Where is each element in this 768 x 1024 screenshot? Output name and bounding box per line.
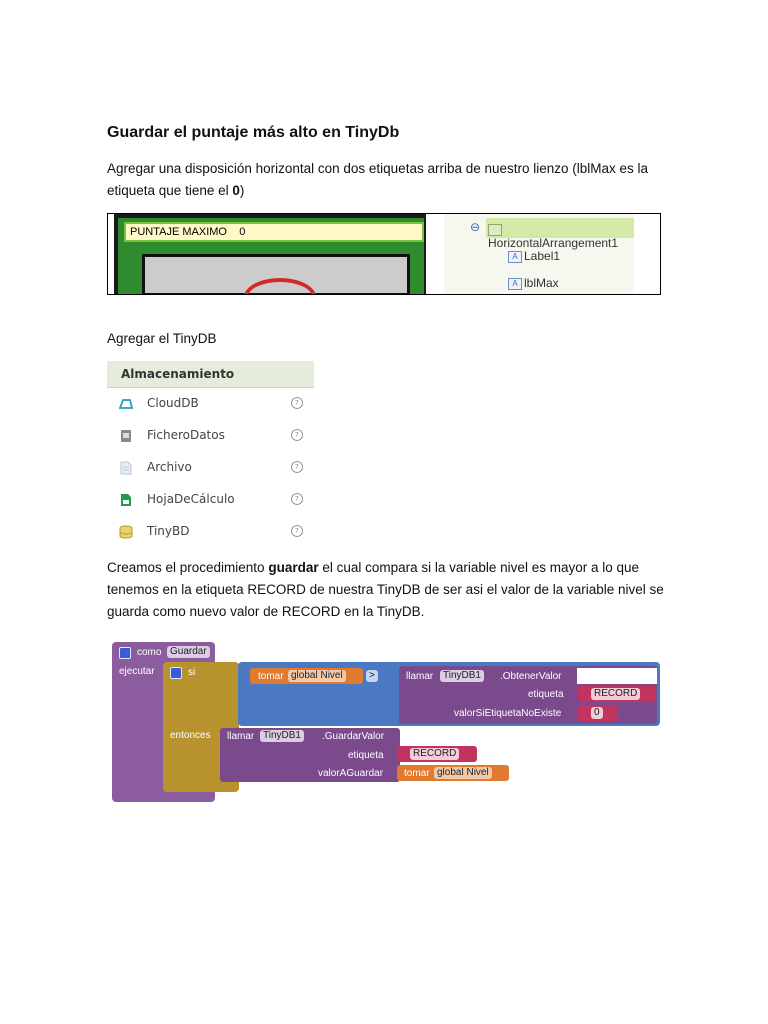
help-icon[interactable]: ?: [291, 525, 303, 537]
spreadsheet-icon: [119, 493, 133, 507]
procedure-name-field[interactable]: Guardar: [167, 646, 210, 658]
blocks-figure: como Guardar ejecutar si entonces tomar global Nivel > llamar TinyDB1 .ObtenerValor etiqueta RECORD valorSiEtiquetaNoExiste 0 llamar TinyDB1 .GuardarValor etiqueta RECORD valorAGuardar tomar global Nivel: [112, 642, 664, 804]
collapse-icon[interactable]: ⊖: [470, 220, 481, 234]
variable-dropdown-store[interactable]: global Nivel: [434, 767, 492, 779]
storage-palette: [107, 361, 314, 548]
palette-header: Almacenamiento: [107, 361, 314, 388]
intro-paragraph: [107, 158, 648, 202]
palette-item-clouddb[interactable]: CloudDB ?: [107, 388, 314, 420]
help-icon[interactable]: ?: [291, 461, 303, 473]
help-icon[interactable]: ?: [291, 397, 303, 409]
procedure-line-3: guarda como nuevo valor de RECORD en la TinyDB.: [107, 604, 425, 619]
tree-item-horizontalarrangement[interactable]: HorizontalArrangement1: [488, 222, 634, 250]
score-label-text: PUNTAJE MAXIMO: [130, 226, 227, 238]
compare-operator-dropdown[interactable]: >: [366, 670, 378, 682]
gear-icon[interactable]: [119, 647, 131, 659]
score-label-bar: [124, 222, 424, 242]
layout-figure: [107, 213, 661, 295]
gear-icon[interactable]: [170, 667, 182, 679]
score-value-text: 0: [239, 226, 246, 238]
component-dropdown[interactable]: TinyDB1: [440, 670, 484, 682]
arrangement-icon: [488, 224, 502, 236]
palette-item-archivo[interactable]: Archivo ?: [107, 452, 314, 484]
tinydb-paragraph: Agregar el TinyDB: [107, 331, 217, 346]
intro-line-2: etiqueta que tiene el 0): [107, 183, 245, 198]
help-icon[interactable]: ?: [291, 493, 303, 505]
text-field-zero[interactable]: 0: [591, 707, 603, 719]
palette-item-ficherodatos[interactable]: FicheroDatos ?: [107, 420, 314, 452]
components-tree: [444, 214, 634, 295]
file-db-icon: [119, 429, 133, 443]
database-icon: [119, 525, 133, 539]
label-icon: A: [508, 278, 522, 290]
label-icon: A: [508, 251, 522, 263]
section-heading: Guardar el puntaje más alto en TinyDb: [107, 124, 400, 141]
palette-item-tinybd[interactable]: TinyBD ?: [107, 516, 314, 548]
help-icon[interactable]: ?: [291, 429, 303, 441]
cloud-icon: [119, 397, 133, 411]
variable-dropdown[interactable]: global Nivel: [288, 670, 346, 682]
tree-item-label1[interactable]: A Label1: [508, 249, 560, 263]
procedure-line-1: Creamos el procedimiento guardar el cual compara si la variable nivel es mayor a lo que: [107, 560, 640, 575]
tree-item-lblmax[interactable]: A lblMax: [508, 276, 559, 290]
phone-screen-preview: [114, 214, 429, 294]
procedure-line-2: tenemos en la etiqueta RECORD de nuestra TinyDB de ser asi el valor de la variable nivel se: [107, 582, 664, 597]
component-dropdown[interactable]: TinyDB1: [260, 730, 304, 742]
palette-item-hojadecalculo[interactable]: HojaDeCálculo ?: [107, 484, 314, 516]
procedure-paragraph: [107, 557, 664, 623]
file-icon: [119, 461, 133, 475]
intro-line-1: Agregar una disposición horizontal con dos etiquetas arriba de nuestro lienzo (lblMax es la: [107, 161, 649, 176]
text-field-record-store[interactable]: RECORD: [410, 748, 459, 760]
text-field-record[interactable]: RECORD: [591, 688, 640, 700]
